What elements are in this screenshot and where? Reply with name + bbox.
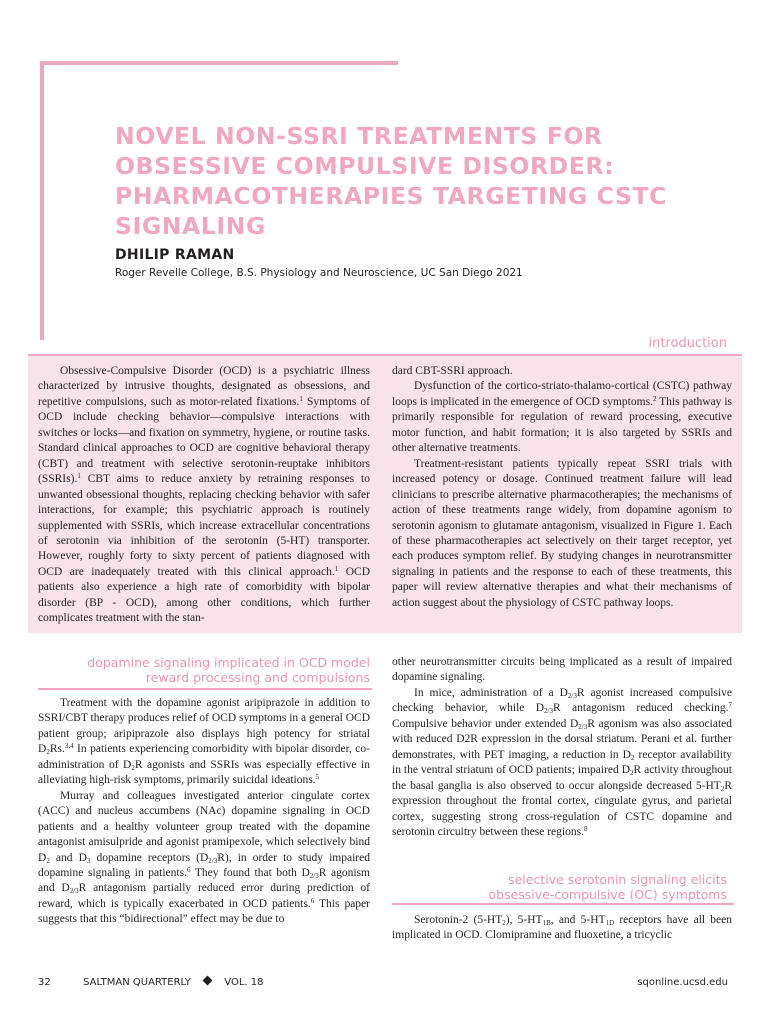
- serotonin-section-heading: [392, 872, 727, 902]
- introduction-column-left: Obsessive-Compulsive Disorder (OCD) is a psychiatric illness characterized by intrusive thoughts, designated as obsessions, and repetitive compulsions, such as motor-related fixations.$^1$ Symptoms of OCD include checking behavior—compulsive interactions with switches or locks—and fixation on symmetry, hygiene, or routine tasks. Standard clinical approaches to OCD are cognitive behavioral therapy (CBT) and treatment with selective serotonin-reuptake inhibitors (SSRIs).$^1$ CBT aims to reduce anxiety by retraining responses to unwanted obsessional thoughts, replacing checking behavior with safer interactions, for example; this psychiatric approach is routinely supplemented with SSRIs, which increase extracellular concentrations of serotonin via inhibition of the serotonin (5-HT) transporter. However, roughly forty to sixty percent of patients diagnosed with OCD are inadequately treated with this clinical approach.$^1$ OCD patients also experience a high rate of comorbidity with bipolar disorder (BP - OCD), among other conditions, which further complicates treatment with the stan-: [38, 365, 371, 625]
- author-affiliation: Roger Revelle College, B.S. Physiology and Neuroscience, UC San Diego 2021: [115, 267, 523, 279]
- page-number: 32: [38, 977, 51, 988]
- journal-volume: VOL. 18: [224, 977, 264, 988]
- dopamine-section-heading: [38, 655, 370, 685]
- dopamine-heading-line1: dopamine signaling implicated in OCD model: [87, 655, 370, 670]
- dopamine-heading-line2: reward processing and compulsions: [145, 670, 370, 685]
- footer-left: [38, 977, 263, 988]
- serotonin-section-body: Serotonin-2 $(5-HT_2)$, $5-HT_{1B}$, and $5-HT_{1D}$ receptors have all been implicated in OCD. Clomipramine and fluoxetine, a tricyclic: [392, 914, 732, 942]
- dopamine-section-rule: [38, 688, 372, 690]
- article-author: DHILIP RAMAN: [115, 247, 235, 263]
- serotonin-heading-line2: obsessive-compulsive (OC) symptoms: [488, 887, 727, 902]
- decorative-frame-left: [40, 61, 44, 340]
- journal-name: SALTMAN QUARTERLY: [83, 977, 191, 988]
- introduction-heading: introduction: [648, 336, 727, 351]
- diamond-icon: [203, 976, 213, 986]
- introduction-column-right: dard CBT-SSRI approach. Dysfunction of the cortico-striato-thalamo-cortical (CSTC) pathway loops is implicated in the emergence of OCD symptoms.$^2$ This pathway is primarily responsible for regulation of reward processing, executive motor function, and habit formation; it is also targeted by SSRIs and other alternative treatments. Treatment-resistant patients typically repeat SSRI trials with increased potency or dosage. Continued treatment failure will lead clinicians to prescribe alternative pharmacotherapies; the mechanisms of action of these treatments range widely, from dopamine agonism to serotonin agonism to glutamate antagonism, visualized in Figure 1. Each of these pharmacotherapies act selectively on their target receptor, yet each produces symptom relief. By studying changes in neurotransmitter signaling in patients and the response to each of these treatments, this paper will review alternative therapies and what their mechanisms of action suggest about the physiology of CSTC pathway loops.: [392, 365, 733, 609]
- introduction-rule: [28, 354, 742, 356]
- article-header: [115, 121, 735, 279]
- decorative-frame-top: [40, 61, 398, 65]
- serotonin-heading-line1: selective serotonin signaling elicits: [508, 872, 727, 887]
- serotonin-section-rule: [392, 903, 734, 905]
- dopamine-section-body-continued: other neurotransmitter circuits being implicated as a result of impaired dopamine signaling. In mice, administration of a $D_{2/3}R$ agonist increased compulsive checking behavior, while $D_{2/3}R$ antagonism reduced checking.$^7$ Compulsive behavior under extended $D_{2/3}R$ agonism was also associated with reduced D2R expression in the dorsal striatum. Perani et al. further demonstrates, with PET imaging, a reduction in $D_2$ receptor availability in the ventral striatum of OCD patients; impaired $D_2R$ activity throughout the basal ganglia is also observed to occur alongside decreased $5-HT_2R$ expression throughout the frontal cortex, cingulate gyrus, and parietal cortex, suggesting strong cross-regulation of CSTC dopamine and serotonin circuitry between these regions.$^8$: [392, 656, 732, 838]
- article-title: NOVEL NON-SSRI TREATMENTS FOR OBSESSIVE COMPULSIVE DISORDER: PHARMACOTHERAPIES TARGETING CSTC SIGNALING: [115, 122, 667, 240]
- footer-url[interactable]: sqonline.ucsd.edu: [637, 977, 728, 988]
- dopamine-section-body: Treatment with the dopamine agonist aripiprazole in addition to SSRI/CBT therapy produces relief of OCD symptoms in a general OCD patient group; aripiprazole also displays high potency for striatal $D_2Rs.^{3,4}$ In patients experiencing comorbidity with bipolar disorder, co-administration of $D_2R$ agonists and SSRIs was especially effective in alleviating high-risk symptoms, primarily suicidal ideations.$^5$ Murray and colleagues investigated anterior cingulate cortex (ACC) and nucleus accumbens (NAc) dopamine signaling in OCD patients and a healthy volunteer group treated with the dopamine antagonist amisulpride and agonist pramipexole, which selectively bind $D_2$ and $D_3$ dopamine receptors $(D_{2/3}R)$, in order to study impaired dopamine signaling in patients.$^6$ They found that both $D_{2/3}R$ agonism and $D_{2/3}R$ antagonism partially reduced error during prediction of reward, which is typically exacerbated in OCD patients.$^6$ This paper suggests that this “bidirectional” effect may be due to: [38, 697, 370, 926]
